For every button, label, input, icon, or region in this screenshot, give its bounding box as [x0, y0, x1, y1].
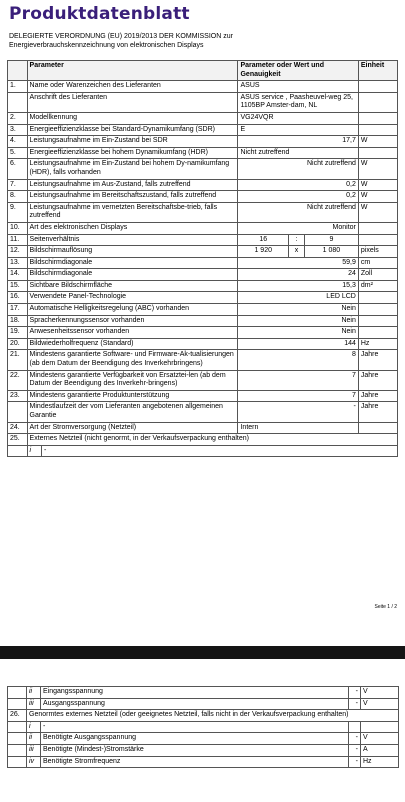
document-title: Produktdatenblatt — [9, 4, 190, 24]
table-row: 17. Automatische Helligkeitsregelung (ABC) vorhanden Nein — [8, 304, 398, 316]
table-row: 2. Modellkennung VG24VQR — [8, 112, 398, 124]
table-row: Anschrift des Lieferanten ASUS service , Paasheuvel-weg 25, 1105BP Amster-dam, NL — [8, 92, 398, 112]
table-row: 6. Leistungsaufnahme im Ein-Zustand bei hohem Dy-namikumfang (HDR), falls vorhanden Nicht zutreffend W — [8, 159, 398, 179]
product-data-table — [7, 60, 398, 457]
table-row: 13. Bildschirmdiagonale 59,9 cm — [8, 257, 398, 269]
header-value: Parameter oder Wert und Genauigkeit — [238, 61, 358, 81]
page-2 — [0, 659, 405, 802]
table-row: 5. Energieeffizienzklasse bei hohem Dynamikumfang (HDR) Nicht zutreffend — [8, 147, 398, 159]
table-row: Mindestlaufzeit der vom Lieferanten angebotenen allgemeinen Garantie - Jahre — [8, 402, 398, 422]
page-number: Seite 1 / 2 — [374, 604, 397, 610]
table-row-aspect: 11. Seitenverhältnis 16 : 9 — [8, 234, 398, 246]
table-row-25: 25. Externes Netzteil (nicht genormt, in der Verkaufsverpackung enthalten) — [8, 434, 398, 446]
document-subtitle: DELEGIERTE VERORDNUNG (EU) 2019/2013 DER KOMMISSION zur Energieverbrauchskennzeichnung von elektronischen Displays — [9, 33, 233, 49]
table-row-25-sub: i - — [8, 445, 398, 457]
table-row: 22. Mindestens garantierte Verfügbarkeit von Ersatztei-len (ab dem Datum der Beendigung des Inverkehr-bringens) 7 Jahre — [8, 370, 398, 390]
header-unit: Einheit — [358, 61, 397, 81]
table-header — [8, 61, 398, 81]
table-row: 15. Sichtbare Bildschirmfläche 15,3 dm² — [8, 280, 398, 292]
table-row: 3. Energieeffizienzklasse bei Standard-Dynamikumfang (SDR) E — [8, 124, 398, 136]
table-row-sub: iv Benötigte Stromfrequenz - Hz — [8, 756, 399, 768]
table-row: 23. Mindestens garantierte Produktunterstützung 7 Jahre — [8, 390, 398, 402]
table-row: 24. Art der Stromversorgung (Netzteil) Intern — [8, 422, 398, 434]
table-row-sub: iii Benötigte (Mindest-)Stromstärke - A — [8, 744, 399, 756]
table-row: 4. Leistungsaufnahme im Ein-Zustand bei SDR 17,7 W — [8, 136, 398, 148]
table-row-sub: ii Benötigte Ausgangsspannung - V — [8, 733, 399, 745]
table-row: 21. Mindestens garantierte Software- und Firmware-Ak-tualisierungen (ab dem Datum der Beendigung des Inverkehrbringens) 8 Jahre — [8, 350, 398, 370]
table-row: 9. Leistungsaufnahme im vernetzten Bereitschaftsbe-trieb, falls zutreffend Nicht zutreffend W — [8, 202, 398, 222]
table-row: 10. Art des elektronischen Displays Monitor — [8, 222, 398, 234]
table-row-resolution: 12. Bildschirmauflösung 1 920 x 1 080 pixels — [8, 246, 398, 258]
table-row-26: 26. Genormtes externes Netzteil (oder geeignetes Netzteil, falls nicht in der Verkaufsverpackung enthalten) — [8, 710, 399, 722]
header-parameter: Parameter — [27, 61, 238, 81]
table-row: 7. Leistungsaufnahme im Aus-Zustand, falls zutreffend 0,2 W — [8, 179, 398, 191]
table-row: 8. Leistungsaufnahme im Bereitschaftszustand, falls zutreffend 0,2 W — [8, 191, 398, 203]
table-row-sub: i - — [8, 721, 399, 733]
page-separator — [0, 646, 405, 659]
table-row: 18. Spracherkennungssensor vorhanden Nein — [8, 315, 398, 327]
table-row: 20. Bildwiederholfrequenz (Standard) 144 Hz — [8, 338, 398, 350]
product-data-table-continued — [7, 686, 399, 768]
table-row: 1. Name oder Warenzeichen des Lieferanten ASUS — [8, 81, 398, 93]
table-row: 14. Bildschirmdiagonale 24 Zoll — [8, 269, 398, 281]
table-row: 16. Verwendete Panel-Technologie LED LCD — [8, 292, 398, 304]
table-row-sub: ii Eingangsspannung - V — [8, 687, 399, 699]
table-row: 19. Anwesenheitssensor vorhanden Nein — [8, 327, 398, 339]
table-row-sub: iii Ausgangsspannung - V — [8, 698, 399, 710]
